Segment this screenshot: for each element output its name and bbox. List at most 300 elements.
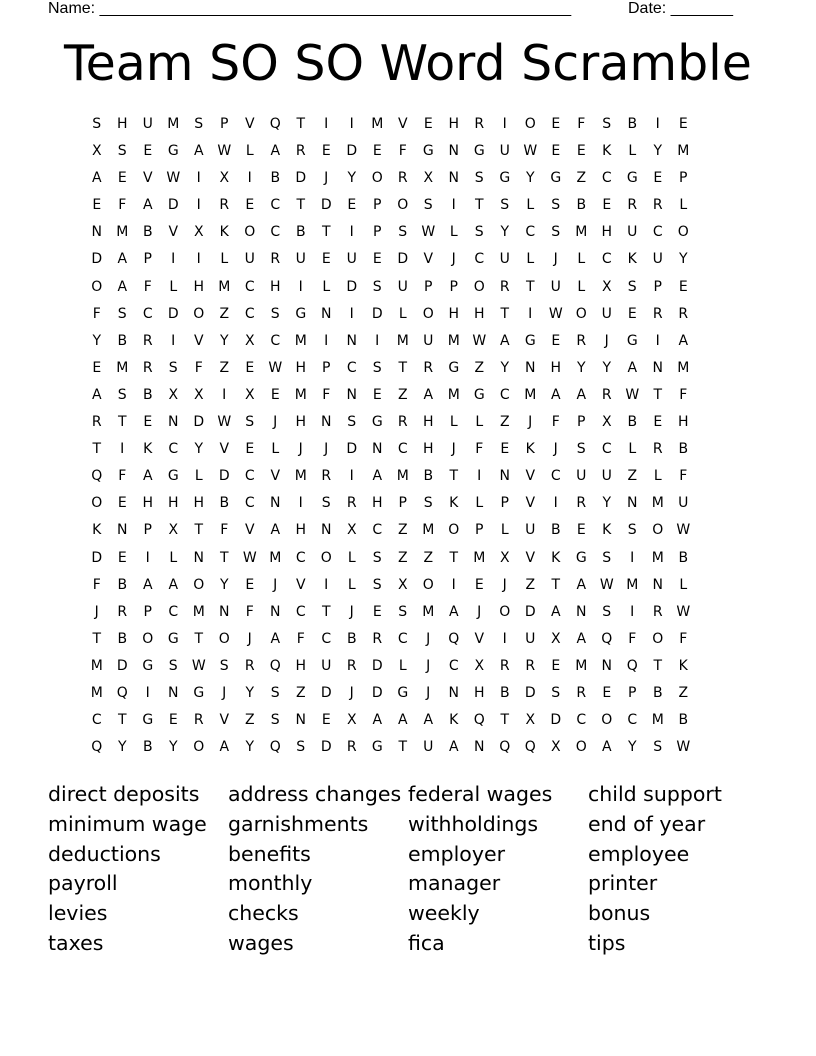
grid-letter: I [247, 170, 252, 187]
grid-letter: M [677, 143, 690, 160]
grid-letter: X [168, 522, 179, 539]
grid-letter: B [423, 468, 434, 485]
grid-letter: Y [500, 224, 510, 241]
grid-letter: A [627, 359, 638, 376]
grid-letter: L [194, 468, 203, 485]
grid-letter: Z [397, 522, 408, 539]
grid-letter: E [245, 359, 255, 376]
grid-letter: L [628, 143, 637, 160]
grid-letter: U [244, 251, 255, 268]
grid-letter: P [143, 603, 152, 620]
grid-letter: M [90, 657, 103, 674]
grid-letter: W [191, 657, 206, 674]
grid-letter: Z [474, 359, 485, 376]
grid-letter: W [472, 332, 487, 349]
word-list-item: levies [48, 901, 108, 926]
grid-letter: Q [91, 468, 103, 485]
grid-letter: A [448, 739, 459, 756]
grid-letter: I [298, 495, 303, 512]
grid-letter: C [270, 197, 281, 214]
grid-letter: M [294, 386, 307, 403]
word-list-row [48, 930, 768, 960]
grid-letter: U [652, 251, 663, 268]
grid-letter: X [244, 332, 255, 349]
word-list-item: payroll [48, 871, 118, 896]
grid-letter: J [94, 603, 99, 620]
grid-letter: J [502, 576, 507, 593]
grid-letter: Z [397, 386, 408, 403]
grid-letter: M [575, 657, 588, 674]
grid-letter: C [346, 359, 357, 376]
grid-letter: L [449, 414, 458, 431]
grid-letter: C [270, 224, 281, 241]
grid-letter: T [194, 522, 204, 539]
grid-letter: P [398, 495, 407, 512]
grid-letter: A [193, 143, 204, 160]
grid-letter: P [424, 278, 433, 295]
grid-letter: Y [602, 495, 612, 512]
grid-letter: U [627, 224, 638, 241]
grid-letter: M [575, 224, 588, 241]
grid-letter: E [245, 576, 255, 593]
word-list-item: employee [588, 841, 690, 866]
grid-letter: G [142, 712, 154, 729]
grid-letter: I [171, 332, 176, 349]
grid-letter: J [477, 603, 482, 620]
grid-letter: E [92, 197, 102, 214]
grid-letter: Q [269, 657, 281, 674]
grid-letter: Z [397, 549, 408, 566]
grid-letter: R [652, 197, 663, 214]
grid-letter: F [577, 116, 586, 132]
grid-letter: V [219, 712, 230, 729]
grid-letter: A [372, 468, 383, 485]
grid-letter: L [245, 143, 254, 160]
grid-letter: O [91, 278, 103, 295]
grid-letter: I [451, 576, 456, 593]
grid-letter: Q [499, 739, 511, 756]
grid-letter: R [652, 603, 663, 620]
grid-letter: M [116, 359, 129, 376]
grid-letter: R [91, 414, 102, 431]
grid-letter: L [322, 278, 331, 295]
grid-row [84, 603, 696, 630]
grid-letter: B [576, 197, 587, 214]
grid-letter: X [91, 143, 102, 160]
grid-letter: E [168, 712, 178, 729]
grid-letter: D [371, 305, 383, 322]
grid-letter: A [576, 576, 587, 593]
grid-letter: M [294, 332, 307, 349]
grid-letter: E [372, 143, 382, 160]
word-list-item: checks [228, 901, 299, 926]
grid-letter: Z [295, 684, 306, 701]
word-list-row [48, 870, 768, 900]
grid-letter: N [91, 224, 102, 241]
grid-letter: C [244, 495, 255, 512]
grid-letter: G [524, 332, 536, 349]
grid-letter: E [551, 657, 561, 674]
grid-letter: I [196, 251, 201, 268]
grid-letter: B [678, 712, 689, 729]
grid-letter: B [499, 684, 510, 701]
grid-letter: G [397, 684, 409, 701]
grid-letter: C [142, 305, 153, 322]
grid-letter: W [599, 576, 614, 593]
grid-letter: K [678, 657, 688, 674]
grid-letter: K [449, 495, 459, 512]
word-list-item: fica [408, 930, 445, 955]
grid-letter: H [269, 278, 281, 295]
grid-letter: L [679, 197, 688, 214]
grid-letter: L [449, 224, 458, 241]
grid-letter: N [499, 468, 510, 485]
grid-letter: A [499, 332, 510, 349]
grid-letter: S [423, 495, 433, 512]
grid-letter: O [320, 549, 332, 566]
grid-letter: R [627, 197, 638, 214]
grid-letter: R [499, 657, 510, 674]
grid-letter: M [524, 386, 537, 403]
grid-letter: G [371, 739, 383, 756]
grid-letter: D [320, 739, 332, 756]
grid-letter: I [171, 251, 176, 268]
grid-letter: N [448, 143, 459, 160]
grid-letter: U [142, 116, 153, 132]
grid-letter: X [423, 170, 434, 187]
grid-letter: Q [626, 657, 638, 674]
grid-letter: U [525, 630, 536, 647]
grid-letter: K [449, 712, 459, 729]
grid-letter: R [270, 251, 281, 268]
grid-letter: C [91, 712, 102, 729]
grid-letter: H [295, 414, 307, 431]
grid-letter: J [349, 684, 354, 701]
grid-letter: M [116, 224, 129, 241]
grid-letter: G [626, 332, 638, 349]
word-list-item: manager [408, 871, 501, 896]
word-list-item: wages [228, 930, 294, 955]
grid-letter: A [576, 630, 587, 647]
grid-letter: P [500, 495, 509, 512]
grid-letter: Y [194, 441, 204, 458]
grid-letter: L [628, 441, 637, 458]
grid-letter: Y [245, 684, 255, 701]
grid-letter: I [349, 224, 354, 241]
grid-letter: X [219, 170, 230, 187]
grid-letter: O [244, 224, 256, 241]
grid-letter: I [502, 630, 507, 647]
grid-letter: B [142, 224, 153, 241]
grid-letter: N [219, 603, 230, 620]
grid-letter: M [192, 603, 205, 620]
grid-letter: P [143, 251, 152, 268]
grid-row [84, 494, 696, 521]
page-title: Team SO SO Word Scramble [64, 35, 752, 92]
grid-letter: S [270, 305, 280, 322]
grid-letter: N [321, 305, 332, 322]
grid-letter: P [679, 170, 688, 187]
grid-letter: E [576, 143, 586, 160]
grid-row [84, 278, 696, 305]
grid-letter: U [601, 468, 612, 485]
grid-letter: H [473, 684, 485, 701]
grid-letter: F [679, 386, 688, 403]
grid-letter: D [550, 712, 562, 729]
grid-letter: X [499, 549, 510, 566]
grid-letter: Z [525, 576, 536, 593]
grid-letter: U [346, 251, 357, 268]
grid-letter: H [167, 495, 179, 512]
grid-letter: P [373, 197, 382, 214]
grid-letter: W [676, 603, 691, 620]
grid-letter: S [474, 170, 484, 187]
grid-letter: E [143, 414, 153, 431]
grid-row [84, 332, 696, 359]
grid-letter: H [295, 522, 307, 539]
grid-letter: E [500, 441, 510, 458]
grid-letter: T [398, 359, 408, 376]
grid-letter: S [576, 441, 586, 458]
grid-letter: L [398, 305, 407, 322]
grid-letter: N [448, 170, 459, 187]
grid-letter: H [371, 495, 383, 512]
grid-letter: A [423, 386, 434, 403]
grid-letter: O [677, 224, 689, 241]
grid-letter: L [169, 549, 178, 566]
grid-letter: J [451, 441, 456, 458]
grid-letter: R [397, 414, 408, 431]
grid-letter: V [270, 468, 281, 485]
grid-letter: G [626, 170, 638, 187]
grid-letter: J [451, 251, 456, 268]
grid-letter: V [423, 251, 434, 268]
grid-letter: G [371, 414, 383, 431]
grid-letter: C [168, 441, 179, 458]
grid-letter: U [321, 657, 332, 674]
grid-letter: X [244, 386, 255, 403]
grid-letter: L [679, 576, 688, 593]
grid-letter: T [117, 414, 127, 431]
grid-letter: G [193, 684, 205, 701]
grid-letter: K [551, 549, 561, 566]
grid-letter: M [396, 468, 409, 485]
grid-letter: R [346, 739, 357, 756]
grid-letter: L [526, 197, 535, 214]
grid-letter: C [372, 522, 383, 539]
grid-letter: S [627, 278, 637, 295]
grid-letter: W [625, 386, 640, 403]
grid-letter: F [118, 197, 127, 214]
grid-letter: F [92, 576, 101, 593]
grid-letter: P [449, 278, 458, 295]
grid-letter: O [601, 712, 613, 729]
grid-letter: R [397, 170, 408, 187]
grid-letter: B [270, 170, 281, 187]
grid-letter: M [294, 468, 307, 485]
grid-letter: G [550, 170, 562, 187]
grid-letter: M [473, 549, 486, 566]
grid-row [84, 169, 696, 196]
letter-grid [84, 115, 696, 765]
grid-letter: H [193, 495, 205, 512]
grid-letter: B [627, 116, 638, 132]
grid-letter: Y [92, 332, 102, 349]
grid-letter: S [168, 657, 178, 674]
grid-letter: A [142, 468, 153, 485]
grid-letter: S [602, 116, 612, 132]
grid-letter: D [371, 684, 383, 701]
grid-letter: J [273, 576, 278, 593]
grid-letter: E [321, 251, 331, 268]
grid-letter: M [651, 495, 664, 512]
grid-row [84, 250, 696, 277]
grid-letter: A [550, 386, 561, 403]
grid-letter: I [528, 305, 533, 322]
grid-letter: I [349, 116, 354, 132]
word-list-item: garnishments [228, 811, 369, 836]
grid-letter: Y [678, 251, 688, 268]
grid-row [84, 196, 696, 223]
grid-letter: R [678, 305, 689, 322]
grid-letter: S [245, 414, 255, 431]
grid-letter: R [652, 441, 663, 458]
grid-letter: D [371, 657, 383, 674]
grid-letter: I [349, 468, 354, 485]
grid-letter: N [321, 414, 332, 431]
grid-letter: O [422, 576, 434, 593]
grid-letter: Q [91, 739, 103, 756]
grid-letter: G [142, 657, 154, 674]
grid-letter: M [447, 386, 460, 403]
grid-letter: S [117, 386, 127, 403]
grid-letter: O [499, 603, 511, 620]
grid-letter: I [630, 603, 635, 620]
grid-letter: Y [602, 359, 612, 376]
grid-letter: R [576, 495, 587, 512]
grid-letter: S [117, 143, 127, 160]
grid-letter: E [551, 143, 561, 160]
grid-letter: I [630, 549, 635, 566]
grid-letter: H [448, 116, 460, 132]
grid-letter: F [143, 278, 152, 295]
grid-letter: E [551, 116, 561, 132]
word-list-item: direct deposits [48, 782, 200, 806]
grid-letter: C [601, 170, 612, 187]
grid-letter: N [346, 332, 357, 349]
grid-row [84, 115, 696, 142]
grid-letter: R [219, 197, 230, 214]
grid-letter: Z [423, 549, 434, 566]
grid-letter: J [222, 684, 227, 701]
grid-letter: Y [219, 576, 229, 593]
grid-letter: W [242, 549, 257, 566]
grid-letter: L [653, 468, 662, 485]
grid-letter: O [575, 739, 587, 756]
grid-letter: C [168, 603, 179, 620]
grid-letter: Y [653, 143, 663, 160]
grid-letter: I [655, 116, 660, 132]
grid-letter: Q [524, 739, 536, 756]
grid-letter: T [398, 739, 408, 756]
grid-letter: W [523, 143, 538, 160]
grid-row [84, 711, 696, 738]
word-list-row [48, 781, 768, 811]
grid-letter: C [397, 441, 408, 458]
grid-letter: C [525, 224, 536, 241]
grid-letter: G [499, 170, 511, 187]
grid-letter: J [528, 414, 533, 431]
grid-letter: U [601, 305, 612, 322]
grid-letter: J [426, 630, 431, 647]
grid-letter: T [194, 630, 204, 647]
grid-letter: O [524, 116, 536, 132]
grid-letter: R [525, 657, 536, 674]
grid-letter: M [90, 684, 103, 701]
grid-letter: D [320, 684, 332, 701]
grid-letter: S [551, 197, 561, 214]
grid-letter: J [553, 251, 558, 268]
grid-letter: S [117, 305, 127, 322]
grid-letter: N [652, 359, 663, 376]
grid-letter: C [244, 278, 255, 295]
grid-letter: A [678, 332, 689, 349]
grid-letter: C [627, 712, 638, 729]
grid-letter: M [651, 712, 664, 729]
grid-letter: N [576, 603, 587, 620]
grid-letter: Y [525, 170, 535, 187]
grid-letter: B [346, 630, 357, 647]
grid-letter: C [601, 441, 612, 458]
grid-letter: Y [168, 739, 178, 756]
grid-letter: A [168, 576, 179, 593]
grid-letter: D [346, 143, 358, 160]
grid-letter: R [193, 712, 204, 729]
grid-row [84, 684, 696, 711]
grid-letter: A [142, 197, 153, 214]
grid-letter: B [550, 522, 561, 539]
grid-letter: H [550, 359, 562, 376]
word-list-item: weekly [408, 901, 480, 926]
grid-letter: G [422, 143, 434, 160]
grid-letter: B [295, 224, 306, 241]
grid-letter: S [194, 116, 204, 132]
grid-letter: V [244, 116, 255, 132]
grid-letter: S [551, 224, 561, 241]
grid-letter: O [575, 305, 587, 322]
grid-letter: E [372, 603, 382, 620]
grid-letter: U [423, 332, 434, 349]
grid-letter: K [219, 224, 229, 241]
grid-letter: P [577, 414, 586, 431]
grid-letter: K [602, 143, 612, 160]
grid-row [84, 576, 696, 603]
grid-letter: S [602, 549, 612, 566]
grid-letter: I [145, 549, 150, 566]
grid-letter: R [346, 495, 357, 512]
grid-letter: H [601, 224, 613, 241]
grid-letter: I [324, 116, 329, 132]
grid-letter: X [525, 712, 536, 729]
grid-letter: S [372, 549, 382, 566]
grid-letter: A [448, 603, 459, 620]
grid-letter: B [117, 630, 128, 647]
grid-letter: N [372, 441, 383, 458]
grid-letter: W [217, 414, 232, 431]
grid-letter: B [117, 576, 128, 593]
grid-letter: W [268, 359, 283, 376]
grid-letter: S [474, 224, 484, 241]
